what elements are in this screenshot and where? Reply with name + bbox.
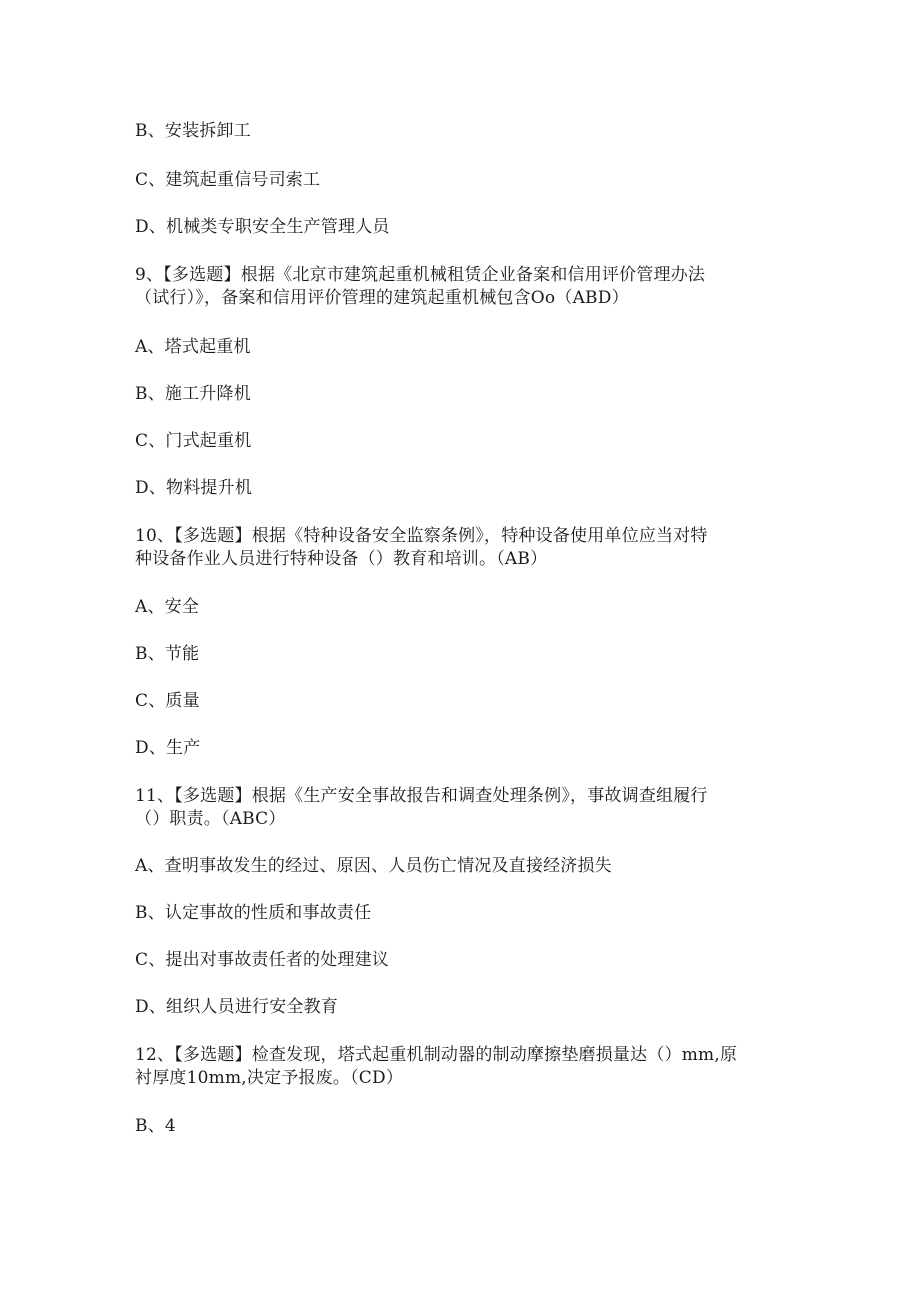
- option-line: D、组织人员进行安全教育: [135, 997, 339, 1017]
- question-10: [135, 525, 795, 571]
- option-line: C、建筑起重信号司索工: [135, 170, 321, 190]
- question-line: 衬厚度10mm,决定予报废。（CD）: [135, 1068, 404, 1088]
- question-line: 种设备作业人员进行特种设备（）教育和培训。（AB）: [135, 549, 548, 569]
- question-11: [135, 785, 795, 831]
- question-line: （）职责。（ABC）: [135, 809, 286, 829]
- option-line: B、安装拆卸工: [135, 121, 251, 141]
- option-line: D、机械类专职安全生产管理人员: [135, 217, 390, 237]
- question-line: 12、【多选题】检查发现，塔式起重机制动器的制动摩擦垫磨损量达（）mm,原: [135, 1045, 738, 1065]
- option-line: B、施工升降机: [135, 384, 251, 404]
- option-line: C、门式起重机: [135, 431, 252, 451]
- option-line: B、4: [135, 1116, 176, 1136]
- question-line: （试行）》，备案和信用评价管理的建筑起重机械包含Oo（ABD）: [135, 288, 629, 308]
- option-line: A、查明事故发生的经过、原因、人员伤亡情况及直接经济损失: [135, 856, 612, 876]
- question-9: [135, 264, 795, 310]
- option-line: C、提出对事故责任者的处理建议: [135, 950, 390, 970]
- option-line: A、安全: [135, 597, 200, 617]
- option-line: A、塔式起重机: [135, 337, 251, 357]
- option-line: D、物料提升机: [135, 478, 253, 498]
- question-line: 9、【多选题】根据《北京市建筑起重机械租赁企业备案和信用评价管理办法: [135, 265, 706, 285]
- question-line: 10、【多选题】根据《特种设备安全监察条例》，特种设备使用单位应当对特: [135, 526, 708, 546]
- option-line: C、质量: [135, 691, 200, 711]
- option-line: D、生产: [135, 738, 201, 758]
- question-line: 11、【多选题】根据《生产安全事故报告和调查处理条例》，事故调查组履行: [135, 786, 708, 806]
- question-12: [135, 1044, 795, 1090]
- option-line: B、认定事故的性质和事故责任: [135, 903, 372, 923]
- option-line: B、节能: [135, 644, 200, 664]
